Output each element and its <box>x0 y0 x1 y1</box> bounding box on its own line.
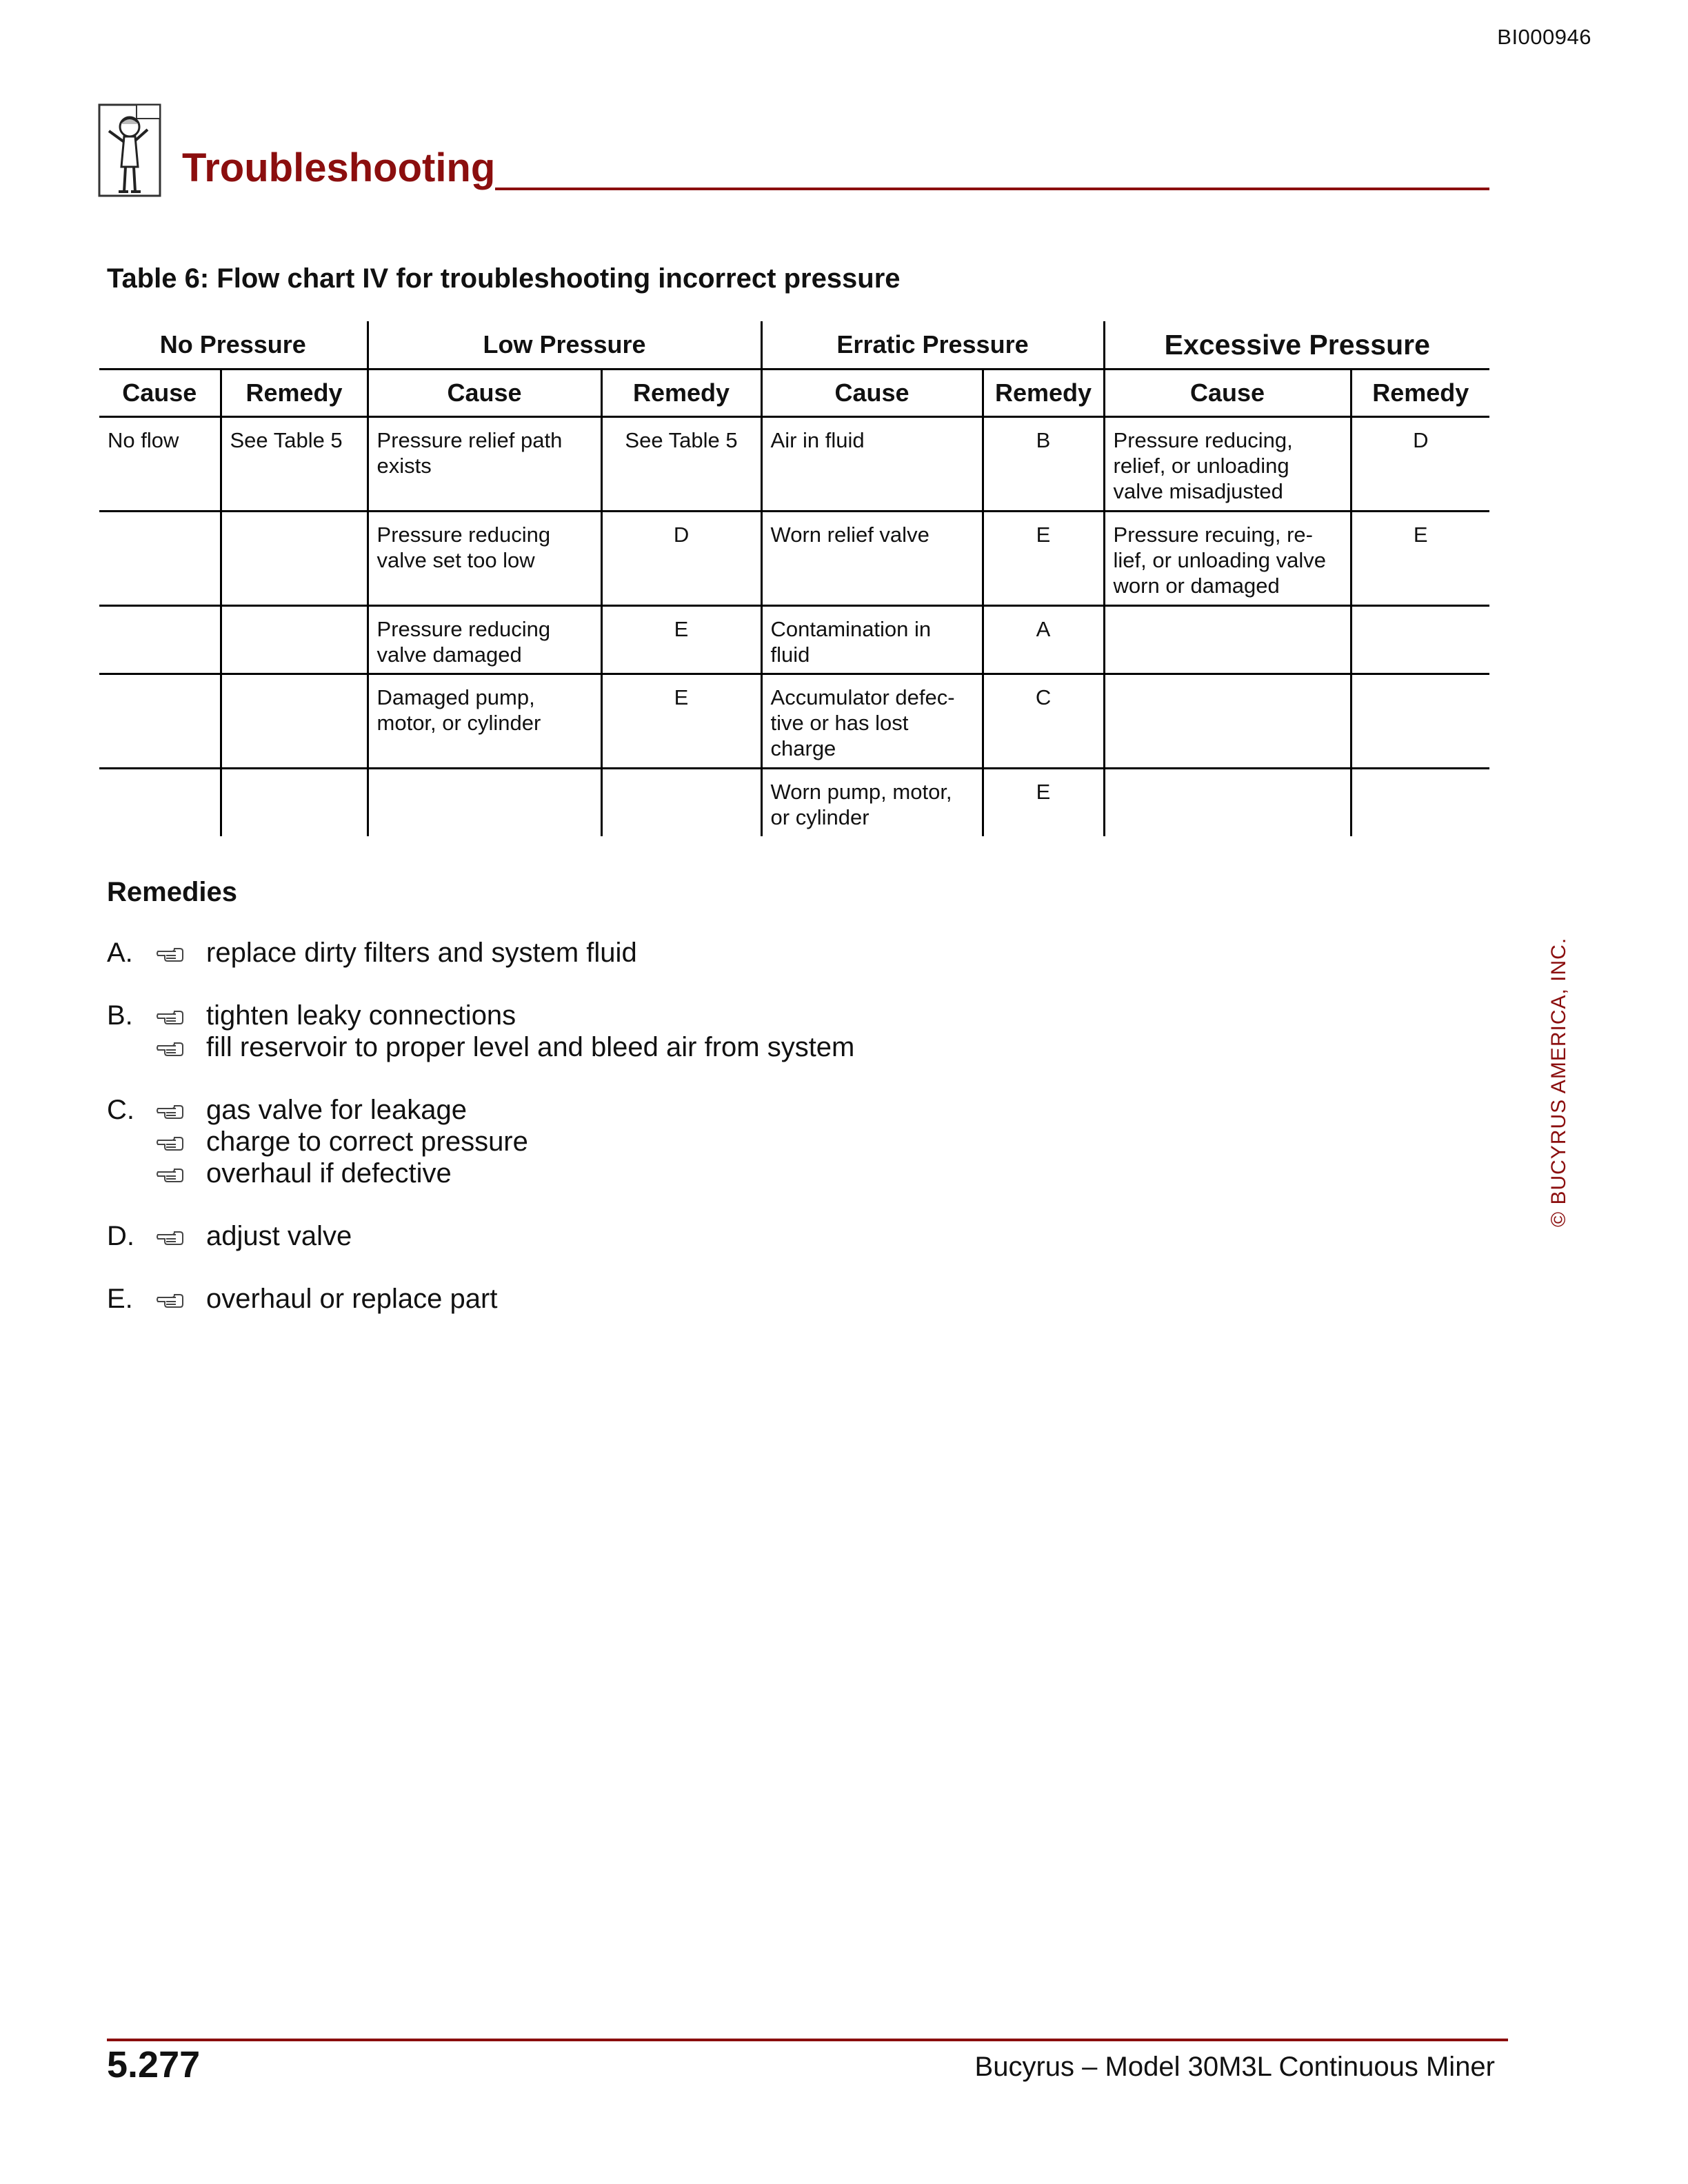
remedy-letter: A. <box>107 938 133 968</box>
table-group-header-row <box>99 321 1489 370</box>
table-cell <box>221 674 368 769</box>
remedies-heading: Remedies <box>107 877 237 907</box>
table-cell: D <box>601 512 761 606</box>
table-cell <box>1104 606 1351 674</box>
table-cell <box>1104 769 1351 836</box>
table-cell: Pressure relief path exists <box>368 417 601 512</box>
remedy-letter: B. <box>107 1000 133 1031</box>
table-cell <box>368 769 601 836</box>
table-cell <box>99 674 221 769</box>
table-cell: E <box>983 512 1104 606</box>
remedy-text: fill reservoir to proper level and bleed air from system <box>206 1032 855 1062</box>
troubleshooting-table <box>99 321 1489 836</box>
remedy-text: gas valve for leakage <box>206 1095 468 1125</box>
table-cell: No flow <box>99 417 221 512</box>
table-title: Table 6: Flow chart IV for troubleshooting incorrect pressure <box>107 263 901 294</box>
table-cell: Damaged pump, motor, or cylinder <box>368 674 601 769</box>
pointing-hand-icon <box>157 943 184 964</box>
table-cell: Contamination in fluid <box>761 606 983 674</box>
table-row <box>99 769 1489 836</box>
table-column-header-row <box>99 370 1489 417</box>
table-cell <box>1104 674 1351 769</box>
title-underline <box>495 188 1489 190</box>
remedy-text: adjust valve <box>206 1221 352 1251</box>
table-cell <box>601 769 761 836</box>
table-cell: D <box>1351 417 1489 512</box>
column-header-remedy: Remedy <box>983 370 1104 417</box>
copyright-notice: © BUCYRUS AMERICA, INC. <box>1547 937 1570 1227</box>
table-cell <box>99 769 221 836</box>
table-cell <box>1351 606 1489 674</box>
footer-model-text: Bucyrus – Model 30M3L Continuous Miner <box>974 2052 1495 2082</box>
pointing-hand-icon <box>157 1226 184 1247</box>
column-header-remedy: Remedy <box>221 370 368 417</box>
table-cell: A <box>983 606 1104 674</box>
table-cell: B <box>983 417 1104 512</box>
pointing-hand-icon <box>157 1164 184 1184</box>
table-row <box>99 606 1489 674</box>
column-header-cause: Cause <box>99 370 221 417</box>
column-header-cause: Cause <box>761 370 983 417</box>
table-cell: E <box>601 674 761 769</box>
pointing-hand-icon <box>157 1132 184 1153</box>
remedy-letter: C. <box>107 1095 134 1125</box>
group-header-excessive-pressure: Excessive Pressure <box>1104 321 1489 370</box>
table-cell <box>99 606 221 674</box>
table-cell: See Table 5 <box>221 417 368 512</box>
table-cell: Worn relief valve <box>761 512 983 606</box>
pointing-hand-icon <box>157 1006 184 1027</box>
remedy-letter: D. <box>107 1221 134 1251</box>
mechanic-mascot-icon <box>97 103 162 199</box>
page-title: Troubleshooting <box>182 145 496 190</box>
table-cell: Air in fluid <box>761 417 983 512</box>
table-row <box>99 417 1489 512</box>
column-header-cause: Cause <box>368 370 601 417</box>
table-cell: Pressure reducing, relief, or unloading valve misadjusted <box>1104 417 1351 512</box>
table-cell: C <box>983 674 1104 769</box>
table-cell <box>1351 674 1489 769</box>
table-cell: E <box>601 606 761 674</box>
remedy-text: charge to correct pressure <box>206 1126 528 1157</box>
remedy-text: overhaul if defective <box>206 1158 452 1189</box>
table-cell: Pressure reducing valve set too low <box>368 512 601 606</box>
table-cell: Accumulator defec-tive or has lost charge <box>761 674 983 769</box>
column-header-remedy: Remedy <box>601 370 761 417</box>
section-header <box>97 103 1489 200</box>
table-cell <box>221 606 368 674</box>
table-cell: Pressure recuing, re-lief, or unloading valve worn or damaged <box>1104 512 1351 606</box>
table-row <box>99 674 1489 769</box>
table-cell <box>221 512 368 606</box>
remedy-text: tighten leaky connections <box>206 1000 516 1031</box>
page-number: 5.277 <box>107 2044 201 2085</box>
remedy-letter: E. <box>107 1284 133 1314</box>
table-cell: See Table 5 <box>601 417 761 512</box>
table-cell <box>221 769 368 836</box>
pointing-hand-icon <box>157 1038 184 1058</box>
group-header-no-pressure: No Pressure <box>99 321 368 370</box>
document-id: BI000946 <box>1497 25 1591 49</box>
pointing-hand-icon <box>157 1100 184 1121</box>
table-cell: Worn pump, motor, or cylinder <box>761 769 983 836</box>
group-header-erratic-pressure: Erratic Pressure <box>761 321 1104 370</box>
table-cell: E <box>1351 512 1489 606</box>
footer-rule <box>107 2039 1508 2041</box>
table-cell: Pressure reducing valve damaged <box>368 606 601 674</box>
remedy-text: replace dirty filters and system fluid <box>206 938 637 968</box>
table-row <box>99 512 1489 606</box>
remedy-text: overhaul or replace part <box>206 1284 498 1314</box>
column-header-cause: Cause <box>1104 370 1351 417</box>
table-cell: E <box>983 769 1104 836</box>
table-cell <box>1351 769 1489 836</box>
pointing-hand-icon <box>157 1289 184 1310</box>
column-header-remedy: Remedy <box>1351 370 1489 417</box>
group-header-low-pressure: Low Pressure <box>368 321 761 370</box>
table-cell <box>99 512 221 606</box>
